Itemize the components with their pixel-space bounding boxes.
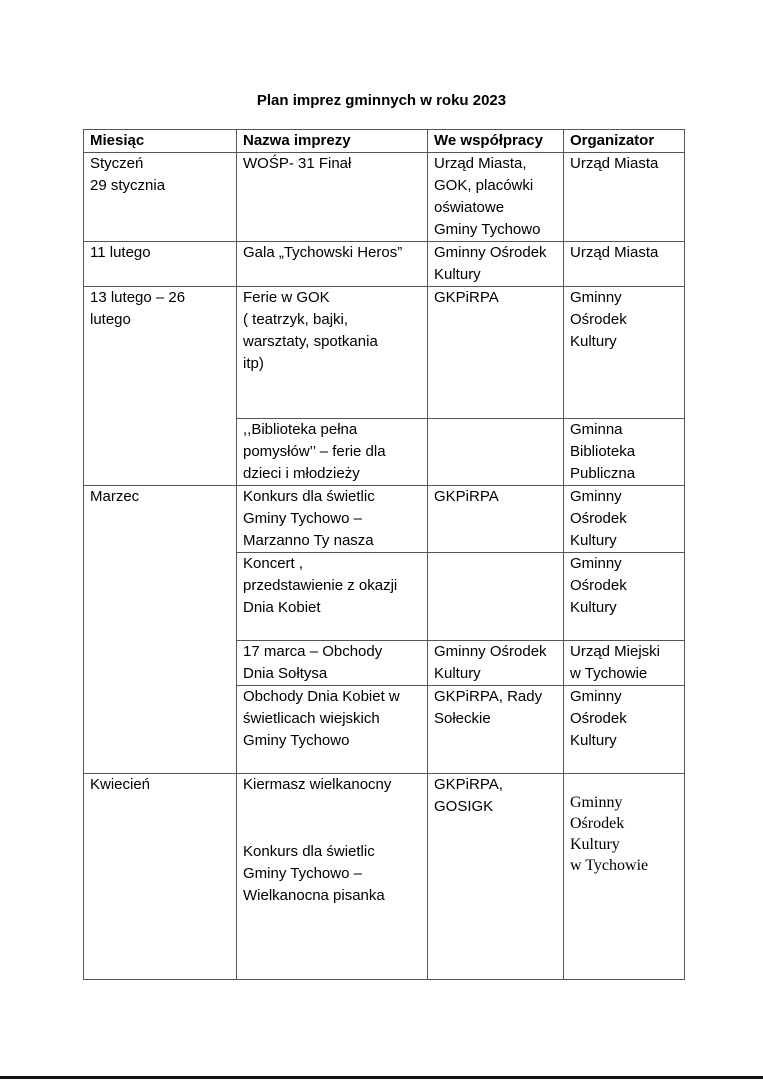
cooperation-cell: GKPiRPA, Rady Sołeckie (428, 686, 564, 774)
event-cell: Obchody Dnia Kobiet w świetlicach wiejskich Gminy Tychowo (237, 686, 428, 774)
organizer-cell: Gminny Ośrodek Kultury (564, 486, 685, 553)
page-bottom-border (0, 1076, 763, 1079)
month-cell: 13 lutego – 26 lutego (84, 287, 237, 486)
table-row (84, 242, 685, 287)
events-table (83, 129, 685, 980)
header-row (84, 130, 685, 153)
event-easter-contest: Konkurs dla świetlic Gminy Tychowo – Wielkanocna pisanka (243, 843, 385, 904)
organizer-cell: Urząd Miasta (564, 242, 685, 287)
table-row (84, 774, 685, 980)
organizer-cell: Urząd Miejski w Tychowie (564, 641, 685, 686)
header-organizer: Organizator (564, 130, 685, 153)
organizer-cell: Gminny Ośrodek Kultury (564, 686, 685, 774)
organizer-cell: Gminny Ośrodek Kultury (564, 287, 685, 419)
cooperation-cell (428, 553, 564, 641)
table-row (84, 153, 685, 242)
event-cell: 17 marca – Obchody Dnia Sołtysa (237, 641, 428, 686)
cooperation-cell: Gminny Ośrodek Kultury (428, 242, 564, 287)
event-cell: ,,Biblioteka pełna pomysłów’’ – ferie dla dzieci i młodzieży (237, 419, 428, 486)
organizer-cell: Urząd Miasta (564, 153, 685, 242)
header-cooperation: We współpracy (428, 130, 564, 153)
cooperation-cell: Gminny Ośrodek Kultury (428, 641, 564, 686)
event-cell: Ferie w GOK ( teatrzyk, bajki, warsztaty, spotkania itp) (237, 287, 428, 419)
organizer-cell: Gminna Biblioteka Publiczna (564, 419, 685, 486)
page-title: Plan imprez gminnych w roku 2023 (256, 92, 507, 109)
month-cell: 11 lutego (84, 242, 237, 287)
event-cell: Koncert , przedstawienie z okazji Dnia Kobiet (237, 553, 428, 641)
table-row (84, 486, 685, 553)
cooperation-cell: GKPiRPA (428, 486, 564, 553)
event-cell: Gala „Tychowski Heros” (237, 242, 428, 287)
cooperation-cell (428, 419, 564, 486)
event-cell (237, 774, 428, 980)
header-event: Nazwa imprezy (237, 130, 428, 153)
cooperation-cell: GKPiRPA, GOSIGK (428, 774, 564, 980)
table-row (84, 287, 685, 419)
organizer-cell: Gminny Ośrodek Kultury (564, 553, 685, 641)
event-cell: Konkurs dla świetlic Gminy Tychowo – Marzanno Ty nasza (237, 486, 428, 553)
month-cell: Marzec (84, 486, 237, 774)
cooperation-cell: GKPiRPA (428, 287, 564, 419)
header-month: Miesiąc (84, 130, 237, 153)
cooperation-cell: Urząd Miasta, GOK, placówki oświatowe Gminy Tychowo (428, 153, 564, 242)
organizer-cell: Gminny Ośrodek Kultury w Tychowie (564, 774, 685, 980)
month-cell: Kwiecień (84, 774, 237, 980)
event-easter-fair: Kiermasz wielkanocny (243, 776, 392, 793)
event-cell: WOŚP- 31 Finał (237, 153, 428, 242)
month-cell: Styczeń 29 stycznia (84, 153, 237, 242)
spacer (243, 796, 421, 841)
